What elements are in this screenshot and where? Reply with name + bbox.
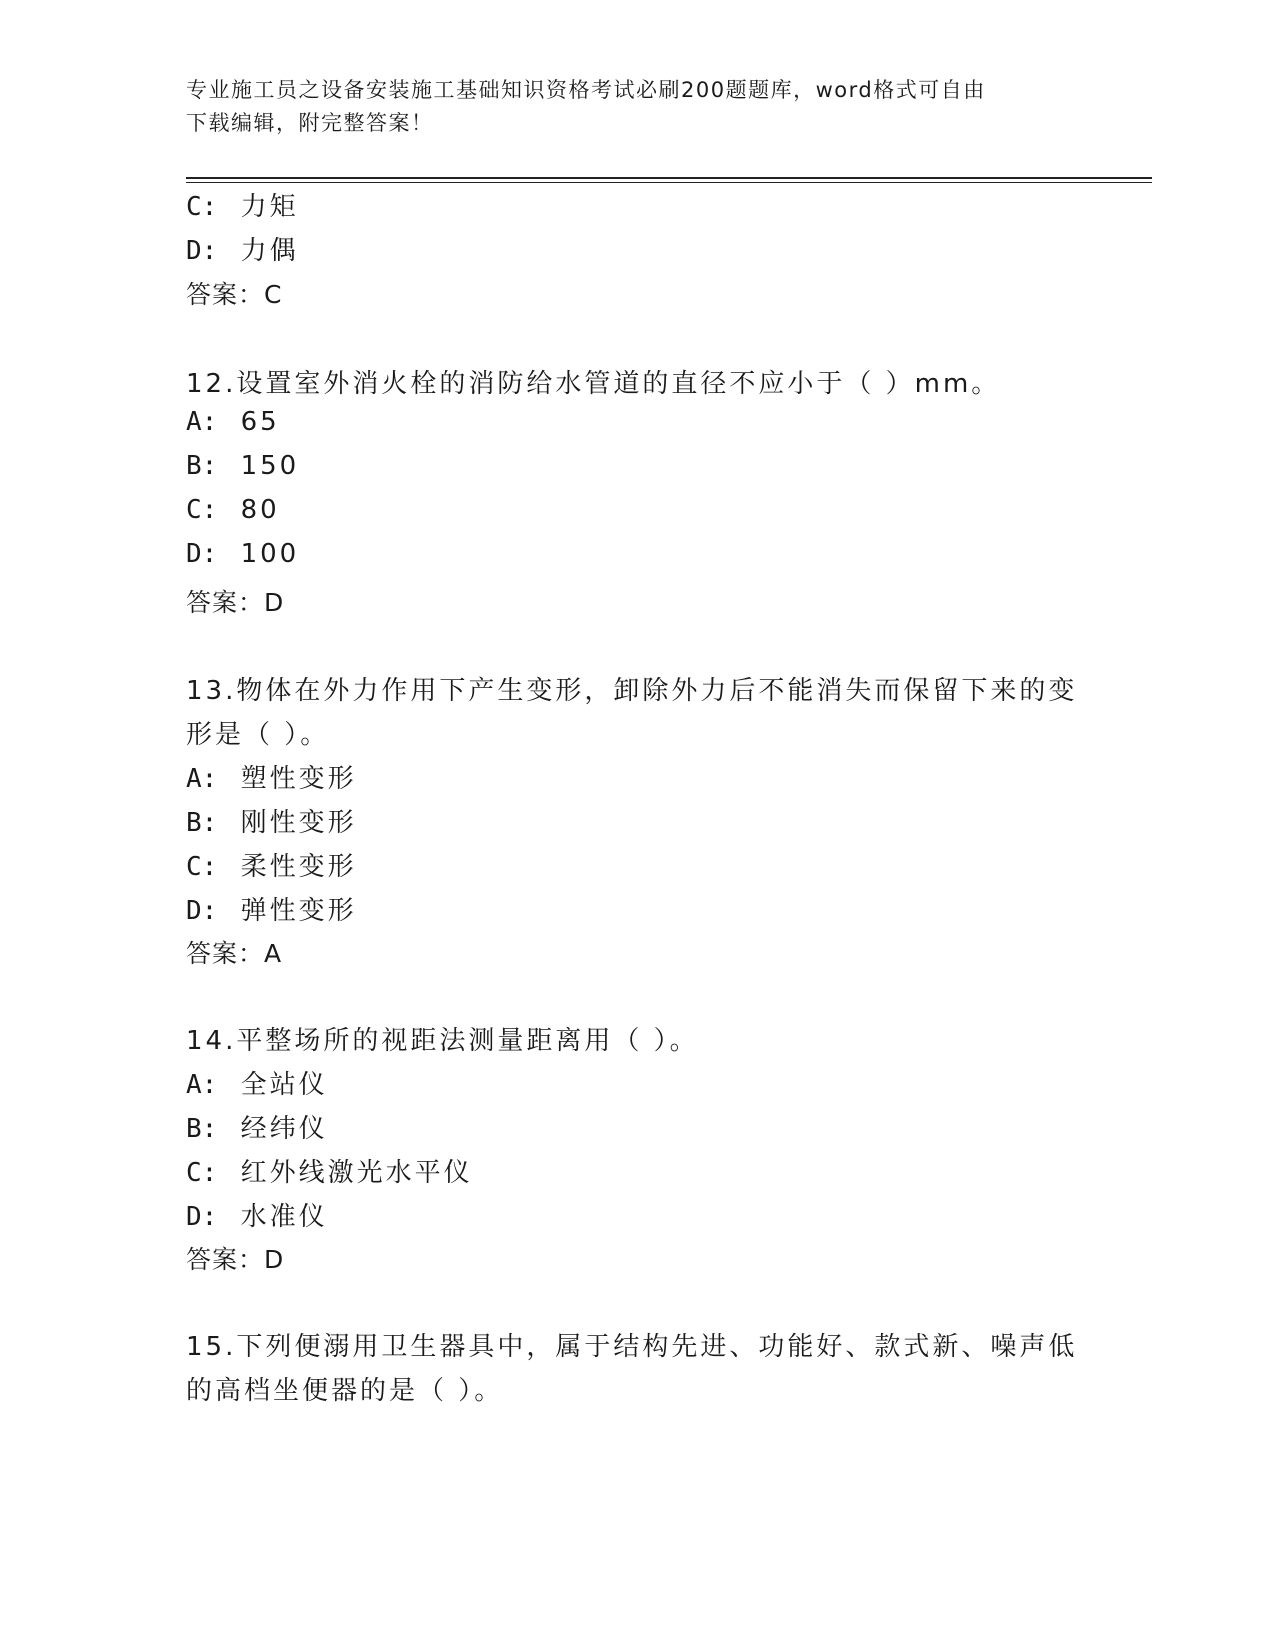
- q13-option-d: [186, 890, 357, 927]
- q14-stem: 14.平整场所的视距法测量距离用（ ）。: [186, 1026, 699, 1056]
- option-label: D:: [186, 1202, 218, 1232]
- option-text: 力偶: [240, 236, 299, 266]
- option-label: B:: [186, 1114, 218, 1144]
- q13-option-b: [186, 802, 357, 839]
- option-text: 塑性变形: [240, 764, 357, 794]
- q13-stem-line-1: 13.物体在外力作用下产生变形，卸除外力后不能消失而保留下来的变: [186, 676, 1078, 706]
- option-text: 柔性变形: [240, 852, 357, 882]
- option-text: 力矩: [240, 192, 299, 222]
- option-label: D:: [186, 236, 218, 266]
- q14-option-c: [186, 1152, 473, 1189]
- option-label: B:: [186, 808, 218, 838]
- option-label: C:: [186, 192, 218, 222]
- q12-stem: 12.设置室外消火栓的消防给水管道的直径不应小于（ ）mm。: [186, 369, 1001, 399]
- option-label: C:: [186, 852, 218, 882]
- header-line-1: 专业施工员之设备安装施工基础知识资格考试必刷200题题库，word格式可自由: [186, 78, 986, 102]
- option-label: C:: [186, 1158, 218, 1188]
- q14-answer: 答案：D: [186, 1245, 285, 1274]
- q11-answer: 答案：C: [186, 280, 283, 309]
- q12-answer: 答案：D: [186, 588, 285, 617]
- q13-answer: 答案：A: [186, 939, 283, 968]
- option-label: D:: [186, 896, 218, 926]
- q12-option-b: [186, 451, 299, 481]
- q13-option-a: [186, 758, 357, 795]
- option-text: 150: [240, 451, 300, 481]
- option-text: 弹性变形: [240, 896, 357, 926]
- option-text: 80: [240, 495, 280, 525]
- option-label: D:: [186, 539, 218, 569]
- option-text: 全站仪: [240, 1070, 328, 1100]
- option-text: 65: [240, 407, 280, 437]
- q13-stem-line-2: 形是（ ）。: [186, 720, 330, 750]
- header-divider-thick: [186, 177, 1152, 179]
- option-text: 刚性变形: [240, 808, 357, 838]
- q14-option-a: [186, 1064, 328, 1101]
- q14-option-b: [186, 1108, 328, 1145]
- document-header: [186, 74, 1066, 140]
- q15-stem-line-2: 的高档坐便器的是（ ）。: [186, 1376, 504, 1406]
- option-label: C:: [186, 495, 218, 525]
- q11-option-c: [186, 186, 299, 223]
- q12-option-d: [186, 539, 299, 569]
- q13-option-c: [186, 846, 357, 883]
- option-text: 经纬仪: [240, 1114, 328, 1144]
- option-label: A:: [186, 764, 218, 794]
- q15-stem-line-1: 15.下列便溺用卫生器具中，属于结构先进、功能好、款式新、噪声低: [186, 1332, 1078, 1362]
- header-divider-thin: [186, 182, 1152, 183]
- option-label: B:: [186, 451, 218, 481]
- header-line-2: 下载编辑，附完整答案！: [186, 111, 434, 135]
- option-label: A:: [186, 407, 218, 437]
- option-text: 水准仪: [240, 1202, 328, 1232]
- option-text: 100: [240, 539, 300, 569]
- q12-option-c: [186, 495, 280, 525]
- q14-option-d: [186, 1196, 328, 1233]
- q11-option-d: [186, 230, 299, 267]
- q12-option-a: [186, 407, 280, 437]
- option-text: 红外线激光水平仪: [240, 1158, 473, 1188]
- option-label: A:: [186, 1070, 218, 1100]
